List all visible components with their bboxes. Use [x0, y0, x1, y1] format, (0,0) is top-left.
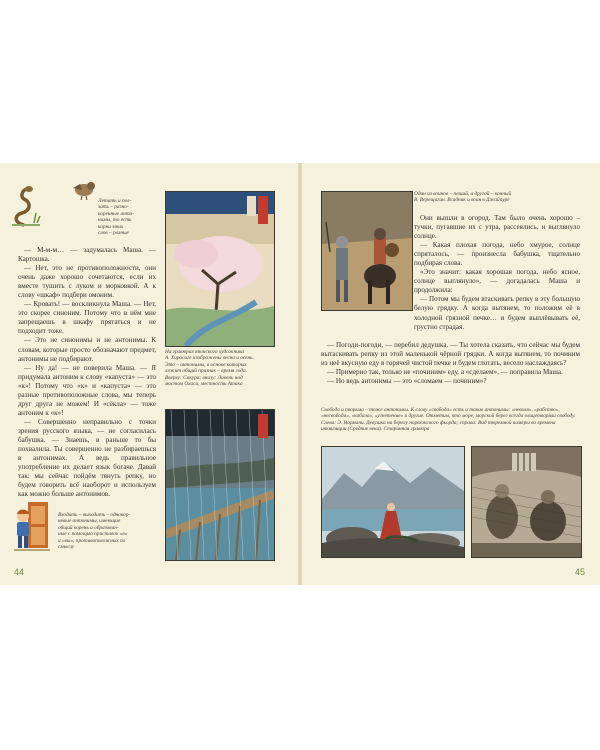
page-number-left: 44 [14, 567, 25, 577]
boy-at-door-illustration [12, 500, 52, 552]
book-gutter [298, 163, 302, 585]
paragraph: — Погоди-погоди, — перебил дедушка. — Ты хотела сказать, что сейчас мы будем вытаскивать репку из этой маленькой чёрной грядки. А когда вытянем, то починим из неё вкусную еду в горячей чистой печке и будем глотать, весело наслаждаясь? [321, 341, 580, 368]
paragraph: — Нет, это не противоположности, они очень даже хорошо сочетаются, если их вместе тушить с луком и морковкой. А к слову «шкаф» подбери омоним. [18, 264, 156, 300]
caption-freedom: Свобода и тюрьма – тоже антонимы. К слову «свобода» есть и такие антонимы: «неволя», «рабство», «несвобода», «кабала», «угнетение» и другие. Отметим, что море, морской берег всегда олицетворяли свободу. Слева: Э. Нормани. Девушка на берегу норвежского фьорда; справа: Вид тюремной камеры во времена инквизиции (Средние века). Старинная гравюра [321, 407, 576, 433]
sakura-print [165, 191, 275, 347]
caption-warriors: Один из воинов – пеший, а другой – конный В. Верещагин. Всадник и воин в Джайпуре [414, 191, 512, 204]
paragraph: — Это не синонимы и не антонимы. К словам, которые просто обозначают предмет, антонимы не подбирают. [18, 336, 156, 363]
paragraph: — Ну да! — не поверила Маша. — Я придумала антоним к слову «капуста» — это «к»! Потому что «к» и «капуста» — это разные противоположные слова, мы теперь друг друга не можем! И «сёкла» — тоже антоним к «к»! [18, 363, 156, 417]
paragraph: — Кровать! — воскликнула Маша. — Нет, это скорее синоним. Потому что в нём мне запрещаешь в шкафу прятаться и не подходит тоже. [18, 300, 156, 336]
cobra-illustration [10, 183, 42, 227]
caption-hiroshige: На гравюрах японского художника А. Хиросиге изображены весна и осень. Это – антонимы, в основе которых лежит общий признак – время года. Вверху: Сакура; внизу: Ливень над мостом Охаси, местность Атака [165, 349, 254, 388]
page-number-right: 45 [575, 567, 586, 577]
paragraph: — М-м-м… — задумалась Маша. — Картошка. [18, 246, 156, 264]
paragraph: — Потом мы будем втаскивать репку в эту большую белую грядку. А когда вытянем, то положим её в холодной грязной печке… и будем выплёвывать её, грустно страдая. [414, 295, 580, 331]
paragraph: — Какая плохая погода, небо хмурое, солнце спряталось, — произнесла бабушка, тщательно подбирая слова. [414, 241, 580, 268]
side-note-antonyms: Летать и пол- зать – разно- коренные анто- нимы, то есть корни этих слов – разные [98, 198, 134, 237]
paragraph: Они вышли в огород. Там было очень хорошо – тучки, пугавшие их с утра, рассеялись, и выглянуло солнце. [414, 214, 580, 241]
side-note-prefixes: Входить – выходить – однокор- невые антонимы, имеющие общий корень и образован- ные с помощью приставок «в» и «вы», противоположных по смыслу [58, 512, 131, 551]
left-page-text [18, 246, 156, 499]
right-page-text-upper [414, 214, 580, 332]
vereshchagin-painting [321, 191, 413, 311]
fjord-painting [321, 446, 465, 558]
right-page-text-lower [321, 341, 580, 386]
prison-engraving [471, 446, 582, 558]
paragraph: — Но ведь антонимы — это «сломаем — починим»? [327, 377, 487, 386]
rain-bridge-print [165, 409, 275, 561]
paragraph: — Совершенно неправильно с точки зрения русского языка, — не согласилась бабушка. — Знаешь, в раньше то бы похвалила. Ты совершенно не разбираешься в антонимах. А ведь правильное употребление их делает язык богаче. Давай так: мы сейчас пойдём тянуть репку, но будем говорить всё наоборот и используем как можно больше антонимов. [18, 417, 156, 499]
paragraph: «Это значит: какая хорошая погода, небо ясное, солнце выглянуло», — догадалась Маша и продолжила: [414, 268, 580, 295]
sparrow-illustration [70, 178, 98, 200]
paragraph: — Примерно так, только не «починим» еду, а «сделаем», — поправила Маша. [327, 368, 563, 377]
